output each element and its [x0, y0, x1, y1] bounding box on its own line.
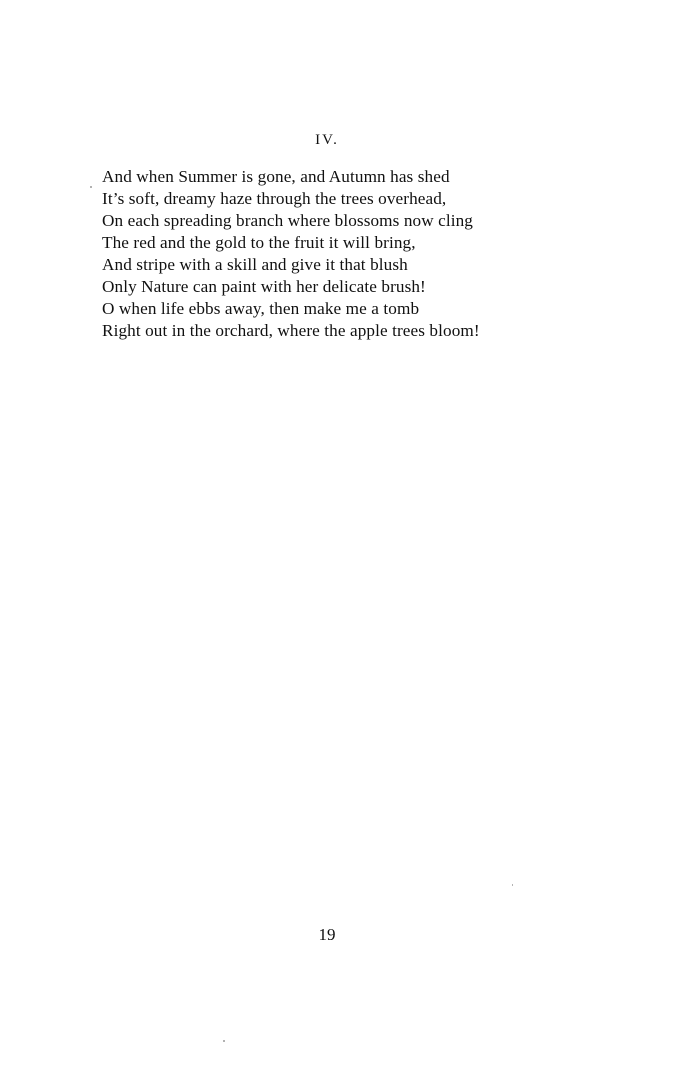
section-numeral: IV. [315, 132, 339, 148]
verse-line: On each spreading branch where blossoms now cling [102, 211, 473, 230]
verse-line: O when life ebbs away, then make me a tomb [102, 299, 420, 318]
verse-line: Only Nature can paint with her delicate brush! [102, 277, 426, 296]
verse-line: It’s soft, dreamy haze through the trees overhead, [102, 189, 447, 208]
scan-speck [223, 1040, 225, 1042]
verse-line: And stripe with a skill and give it that blush [102, 255, 408, 274]
page-number: 19 [318, 925, 336, 944]
scan-speck [512, 884, 513, 886]
poem-stanza [102, 166, 642, 342]
scan-speck [90, 186, 92, 188]
verse-line: And when Summer is gone, and Autumn has shed [102, 167, 450, 186]
verse-line: Right out in the orchard, where the apple trees bloom! [102, 321, 480, 340]
verse-line: The red and the gold to the fruit it will bring, [102, 233, 416, 252]
